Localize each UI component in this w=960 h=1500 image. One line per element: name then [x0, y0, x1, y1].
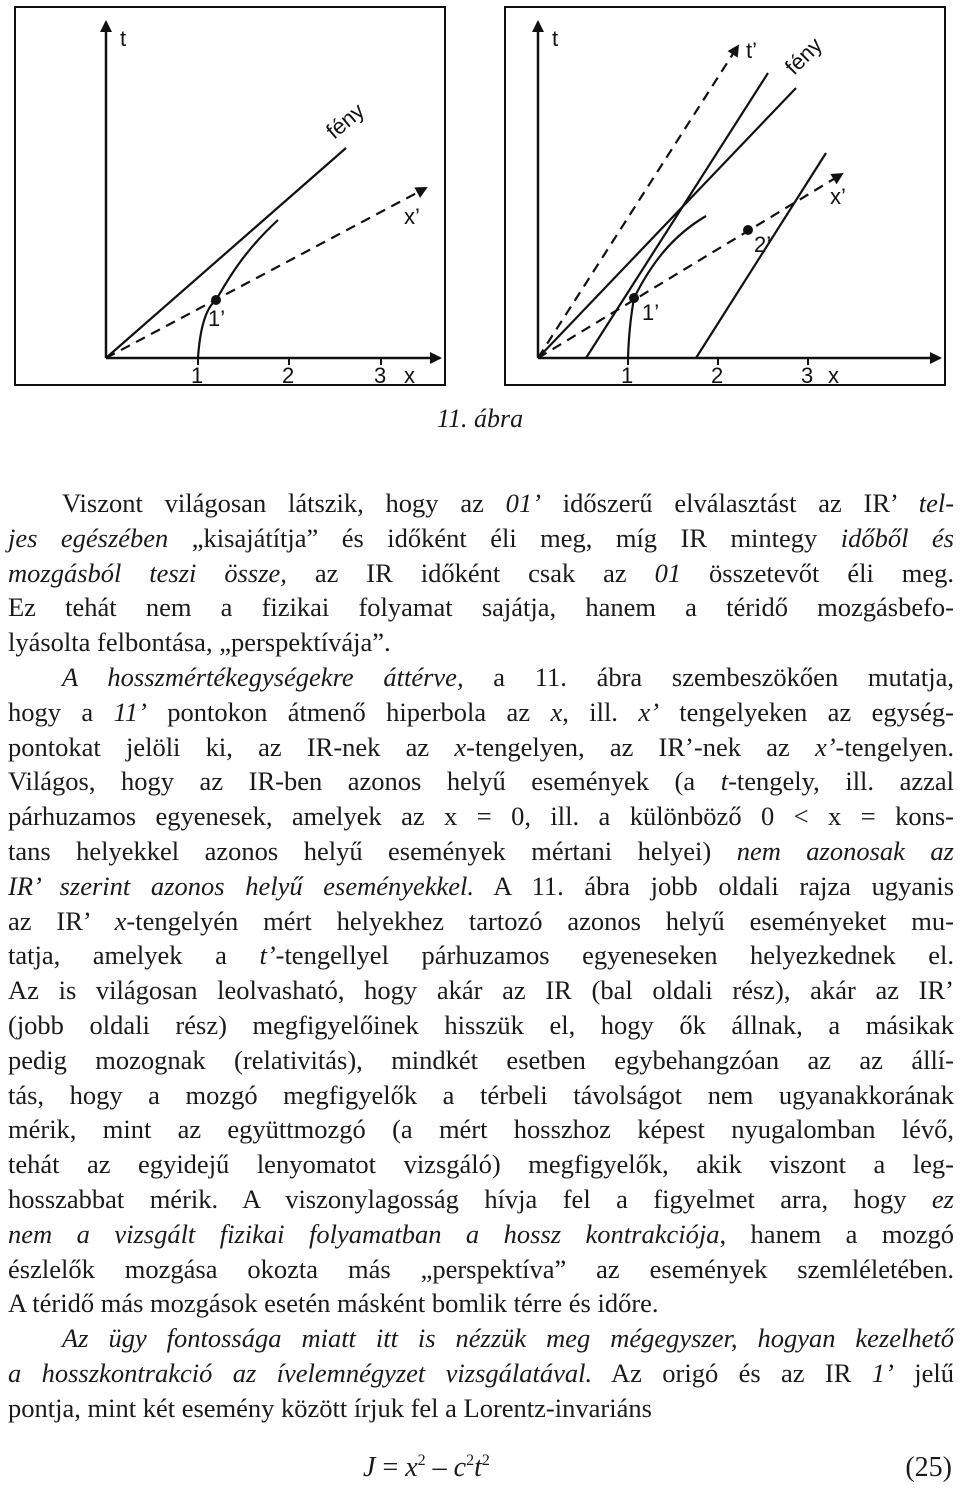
p2-line-4: Világos, hogy az IR-ben azonos helyű események (a t-tengely, ill. azzal	[8, 766, 954, 797]
light-label: fény	[321, 97, 370, 144]
x-prime-axis	[106, 188, 426, 358]
p3-line-3: pontja, mint két esemény között írjuk fel a Lorentz-invariáns	[8, 1392, 652, 1423]
p2-line-14: mérik, mint az együttmozgó (a mért hosszhoz képest nyugalomban lévő,	[8, 1114, 954, 1145]
point-1-prime	[211, 295, 221, 305]
tick-2: 2	[282, 363, 295, 388]
p1-line-5: lyásolta felbontása, „perspektívája”.	[8, 627, 391, 658]
p2-line-2: hogy a 11’ pontokon átmenő hiperbola az x, ill. x’ tengelyeken az egység-	[8, 696, 954, 727]
figure-caption: 11. ábra	[436, 404, 524, 433]
spacetime-diagram-left	[16, 8, 448, 388]
p2-line-11: (jobb oldali rész) megfigyelőinek hisszük el, hogy ők állnak, a másikak	[8, 1009, 954, 1040]
equation-expression: $J = x^2 - c^2t^2$	[363, 1452, 490, 1483]
light-line	[106, 148, 346, 358]
t-prime-parallel-1	[586, 73, 768, 358]
p2-line-19: A téridő más mozgások esetén másként bomlik térre és időre.	[8, 1288, 659, 1319]
t-axis-label: t	[552, 26, 559, 51]
p2-line-12: pedig mozognak (relativitás), mindkét esetben egybehangzóan az az állí-	[8, 1044, 954, 1075]
t-axis-label: t	[120, 26, 127, 51]
p3-line-1: Az ügy fontossága miatt itt is nézzük meg mégegyszer, hogyan kezelhető	[62, 1323, 954, 1354]
hyperbola	[628, 216, 706, 358]
p2-line-17: nem a vizsgált fizikai folyamatban a hossz kontrakciója, hanem a mozgó	[8, 1218, 954, 1249]
t-prime-label: t’	[746, 38, 757, 63]
p2-line-1: A hosszmértékegységekre áttérve, a 11. ábra szembeszökően mutatja,	[62, 661, 954, 692]
tick-1: 1	[191, 363, 204, 388]
p2-line-6: tans helyekkel azonos helyű események mértani helyei) nem azonosak az	[8, 835, 954, 866]
p2-line-13: tás, hogy a mozgó megfigyelők a térbeli távolságot nem ugyanakkorának	[8, 1079, 954, 1110]
p1-line-4: Ez tehát nem a fizikai folyamat sajátja, hanem a téridő mozgásbefo-	[8, 592, 954, 623]
equation-number: (25)	[905, 1452, 952, 1483]
x-prime-label: x’	[404, 204, 420, 229]
x-prime-label: x’	[830, 184, 846, 209]
point-1-prime-label: 1’	[208, 306, 226, 331]
figure-right	[504, 6, 946, 386]
p2-line-9: tatja, amelyek a t’-tengellyel párhuzamos egyeneseken helyezkednek el.	[8, 940, 954, 971]
p2-line-10: Az is világosan leolvasható, hogy akár az IR (bal oldali rész), akár az IR’	[8, 975, 954, 1006]
tick-3: 3	[801, 363, 814, 388]
p1-line-2: jes egészében „kisajátítja” és időként éli meg, míg IR mintegy időből és	[8, 522, 954, 553]
point-2-prime	[743, 225, 753, 235]
x-axis-label: x	[828, 363, 839, 388]
x-axis-label: x	[404, 363, 415, 388]
p3-line-2: a hosszkontrakció az ívelemnégyzet vizsgálatával. Az origó és az IR 1’ jelű	[8, 1357, 954, 1388]
tick-1: 1	[621, 363, 634, 388]
light-line	[538, 88, 796, 358]
point-1-prime-label: 1’	[642, 300, 660, 325]
figure-left	[14, 6, 446, 386]
p2-line-5: párhuzamos egyenesek, amelyek az x = 0, ill. a különböző 0 < x = kons-	[8, 801, 954, 832]
p2-line-18: észlelők mozgása okozta más „perspektíva” az események szemléletében.	[8, 1253, 954, 1284]
t-prime-axis	[538, 46, 738, 358]
tick-3: 3	[374, 363, 387, 388]
point-2-prime-label: 2’	[754, 232, 772, 257]
p2-line-15: tehát az egyidejű lenyomatot vizsgáló) megfigyelők, akik viszont a leg-	[8, 1149, 954, 1180]
equation-25	[0, 1452, 960, 1492]
tick-2: 2	[711, 363, 724, 388]
p2-line-7: IR’ szerint azonos helyű eseményekkel. A 11. ábra jobb oldali rajza ugyanis	[8, 870, 955, 901]
light-label: fény	[779, 32, 827, 80]
body-text	[8, 486, 954, 1426]
p2-line-3: pontokat jelöli ki, az IR-nek az x-tengelyen, az IR’-nek az x’-tengelyen.	[8, 731, 954, 762]
p1-line-3: mozgásból teszi össze, az IR időként csak az 01 összetevőt éli meg.	[8, 557, 954, 588]
p1-line-1: Viszont világosan látszik, hogy az 01’ időszerű elválasztást az IR’ tel-	[62, 488, 955, 518]
point-1-prime	[629, 293, 639, 303]
spacetime-diagram-right	[506, 8, 948, 388]
p2-line-8: az IR’ x-tengelyén mért helyekhez tartozó azonos helyű eseményeket mu-	[8, 905, 954, 936]
hyperbola	[198, 220, 278, 358]
p2-line-16: hosszabbat mérik. A viszonylagosság hívja fel a figyelmet arra, hogy ez	[8, 1183, 954, 1214]
